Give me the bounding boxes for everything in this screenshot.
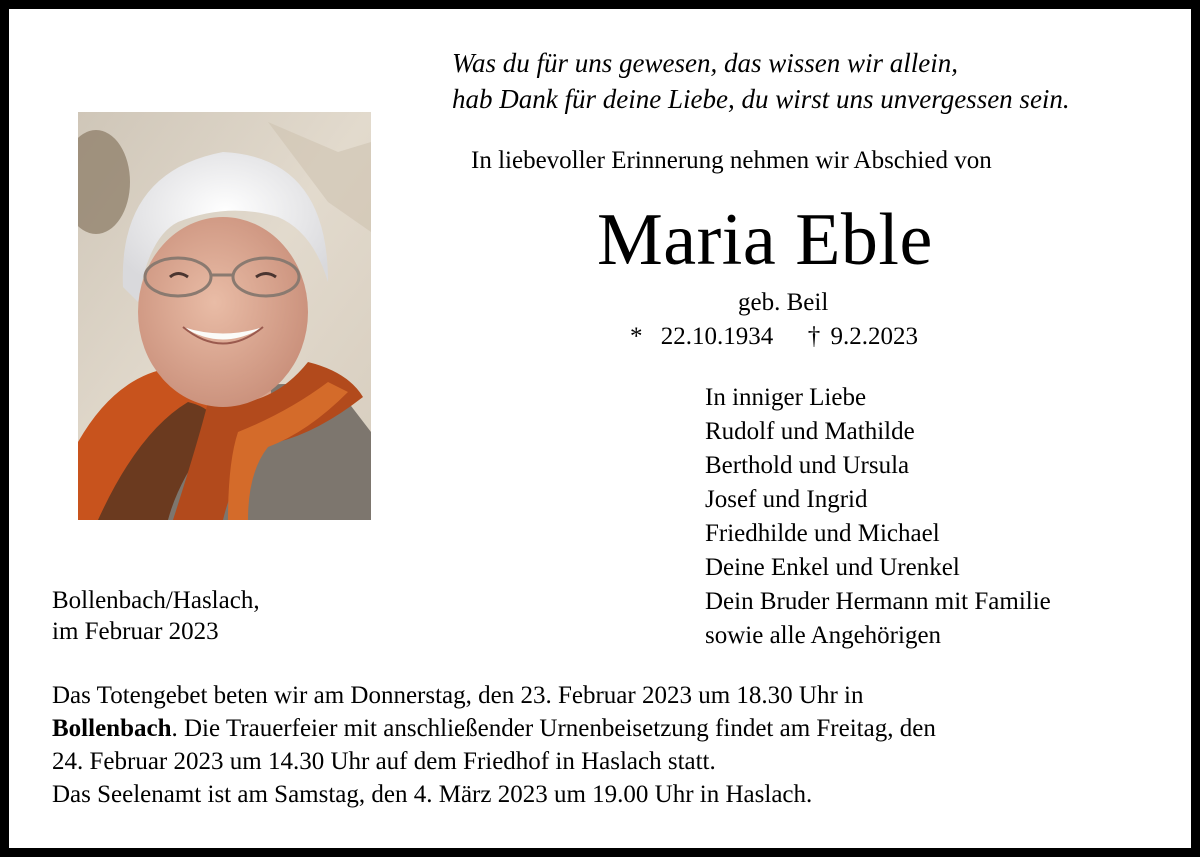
notice-line-4: Das Seelenamt ist am Samstag, den 4. März 2023 um 19.00 Uhr in Haslach. <box>52 781 813 808</box>
mourners-line: In inniger Liebe <box>705 384 867 411</box>
death-symbol: † <box>807 323 821 350</box>
place-and-date <box>52 585 260 647</box>
deceased-name: Maria Eble <box>597 199 933 281</box>
portrait-photo <box>78 112 371 520</box>
mourners-line: sowie alle Angehörigen <box>705 622 942 649</box>
place-line: Bollenbach/Haslach, <box>52 587 260 614</box>
death-date: 9.2.2023 <box>830 323 918 350</box>
notice-line-1: Das Totengebet beten wir am Donnerstag, den 23. Februar 2023 um 18.30 Uhr in <box>52 682 864 709</box>
service-notice <box>52 679 1172 811</box>
mourners-line: Friedhilde und Michael <box>705 520 940 547</box>
mourners-line: Deine Enkel und Urenkel <box>705 554 960 581</box>
portrait-image <box>78 112 371 520</box>
memorial-verse <box>452 45 1070 117</box>
date-line: im Februar 2023 <box>52 618 219 645</box>
life-dates <box>630 323 918 351</box>
notice-line-2-rest: . Die Trauerfeier mit anschließender Urnenbeisetzung findet am Freitag, den <box>171 715 936 742</box>
verse-line-1: Was du für uns gewesen, das wissen wir allein, <box>452 48 959 78</box>
mourners-list <box>705 381 1051 653</box>
notice-line-2 <box>52 712 1172 745</box>
mourners-line: Berthold und Ursula <box>705 452 910 479</box>
maiden-name: geb. Beil <box>738 289 829 316</box>
birth-date: 22.10.1934 <box>660 323 774 350</box>
notice-village: Bollenbach <box>52 715 172 742</box>
notice-line-3: 24. Februar 2023 um 14.30 Uhr auf dem Friedhof in Haslach statt. <box>52 748 716 775</box>
birth-symbol: * <box>630 323 643 350</box>
intro-text: In liebevoller Erinnerung nehmen wir Abschied von <box>471 147 992 174</box>
mourners-line: Dein Bruder Hermann mit Familie <box>705 588 1051 615</box>
verse-line-2: hab Dank für deine Liebe, du wirst uns unvergessen sein. <box>452 84 1070 114</box>
mourners-line: Rudolf und Mathilde <box>705 418 915 445</box>
mourners-line: Josef und Ingrid <box>705 486 868 513</box>
